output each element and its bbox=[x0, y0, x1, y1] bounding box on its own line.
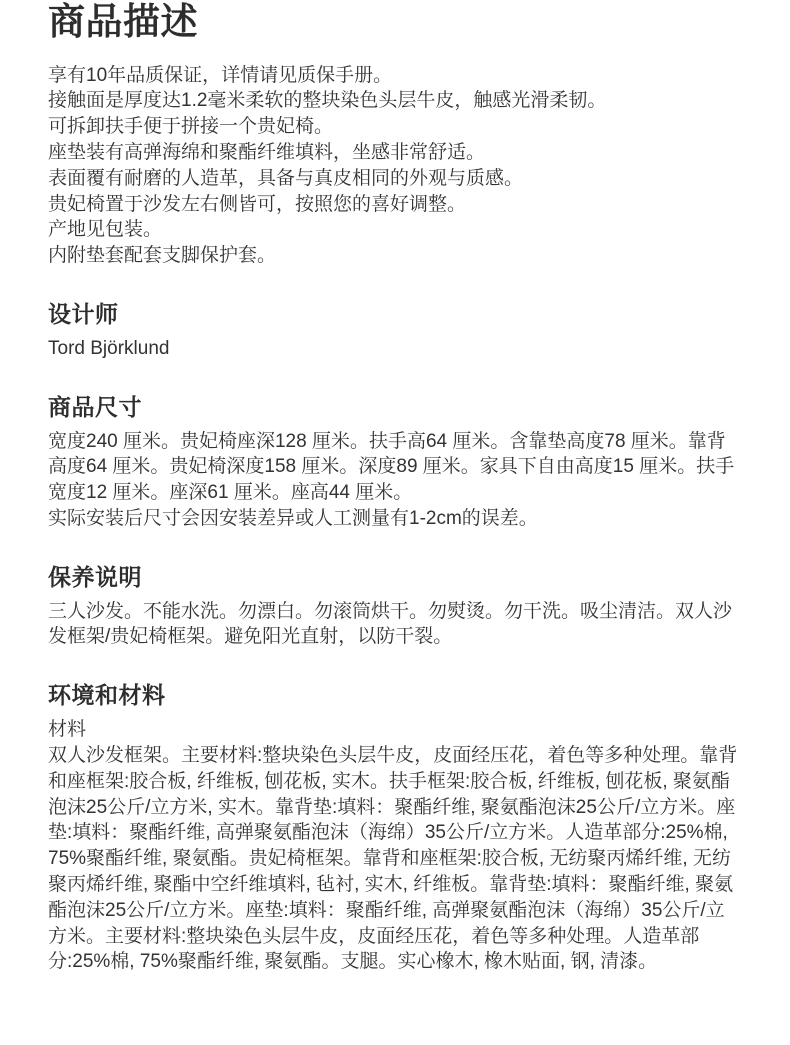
description-line: 接触面是厚度达1.2毫米柔软的整块染色头层牛皮，触感光滑柔韧。 bbox=[48, 90, 607, 112]
page-title: 商品描述 bbox=[48, 1, 198, 42]
care-text: 三人沙发。不能水洗。勿漂白。勿滚筒烘干。勿熨烫。勿干洗。吸尘清洁。双人沙发框架/贵妃椅框架。避免阳光直射，以防干裂。 bbox=[48, 600, 733, 648]
materials-heading: 环境和材料 bbox=[48, 682, 166, 709]
care-heading: 保养说明 bbox=[48, 563, 142, 590]
dimensions-heading: 商品尺寸 bbox=[48, 393, 142, 420]
materials-section bbox=[48, 681, 742, 975]
designer-section bbox=[48, 300, 742, 362]
dimensions-tolerance-note: 实际安装后尺寸会因安装差异或人工测量有1-2cm的误差。 bbox=[48, 508, 538, 529]
description-line: 贵妃椅置于沙发左右侧皆可，按照您的喜好调整。 bbox=[48, 193, 467, 215]
care-section bbox=[48, 563, 742, 650]
description-section bbox=[48, 63, 742, 269]
description-line: 产地见包装。 bbox=[48, 219, 163, 241]
description-line: 享有10年品质保证，详情请见质保手册。 bbox=[48, 64, 393, 86]
description-line: 内附垫套配套支脚保护套。 bbox=[48, 245, 277, 267]
description-line: 座垫装有高弹海绵和聚酯纤维填料，坐感非常舒适。 bbox=[48, 142, 486, 164]
designer-name: Tord Björklund bbox=[48, 337, 170, 359]
description-line: 表面覆有耐磨的人造革，具备与真皮相同的外观与质感。 bbox=[48, 167, 524, 189]
materials-text: 双人沙发框架。主要材料:整块染色头层牛皮，皮面经压花，着色等多种处理。靠背和座框架:胶合板, 纤维板, 刨花板, 实木。扶手框架:胶合板, 纤维板, 刨花板, 聚氨酯泡沫25公斤/立方米, 实木。靠背垫:填料：聚酯纤维, 聚氨酯泡沫25公斤/立方米。座垫:填料：聚酯纤维, 高弹聚氨酯泡沫（海绵）35公斤/立方米。人造革部分:25%棉, 75%聚酯纤维, 聚氨酯。贵妃椅框架。靠背和座框架:胶合板, 无纺聚丙烯纤维, 无纺聚丙烯纤维, 聚酯中空纤维填料, 毡衬, 实木, 纤维板。靠背垫:填料：聚酯纤维, 聚氨酯泡沫25公斤/立方米。座垫:填料：聚酯纤维, 高弹聚氨酯泡沫（海绵）35公斤/立方米。主要材料:整块染色头层牛皮，皮面经压花，着色等多种处理。人造革部分:25%棉, 75%聚酯纤维, 聚氨酯。支腿。实心橡木, 橡木贴面, 钢, 清漆。 bbox=[48, 744, 738, 973]
designer-heading: 设计师 bbox=[48, 301, 119, 328]
description-line: 可拆卸扶手便于拼接一个贵妃椅。 bbox=[48, 116, 334, 138]
dimensions-text: 宽度240 厘米。贵妃椅座深128 厘米。扶手高64 厘米。含靠垫高度78 厘米。靠背高度64 厘米。贵妃椅深度158 厘米。深度89 厘米。家具下自由高度15 厘米。扶手宽度12 厘米。座深61 厘米。座高44 厘米。 bbox=[48, 430, 735, 504]
materials-label: 材料 bbox=[48, 719, 87, 741]
dimensions-section bbox=[48, 393, 742, 532]
